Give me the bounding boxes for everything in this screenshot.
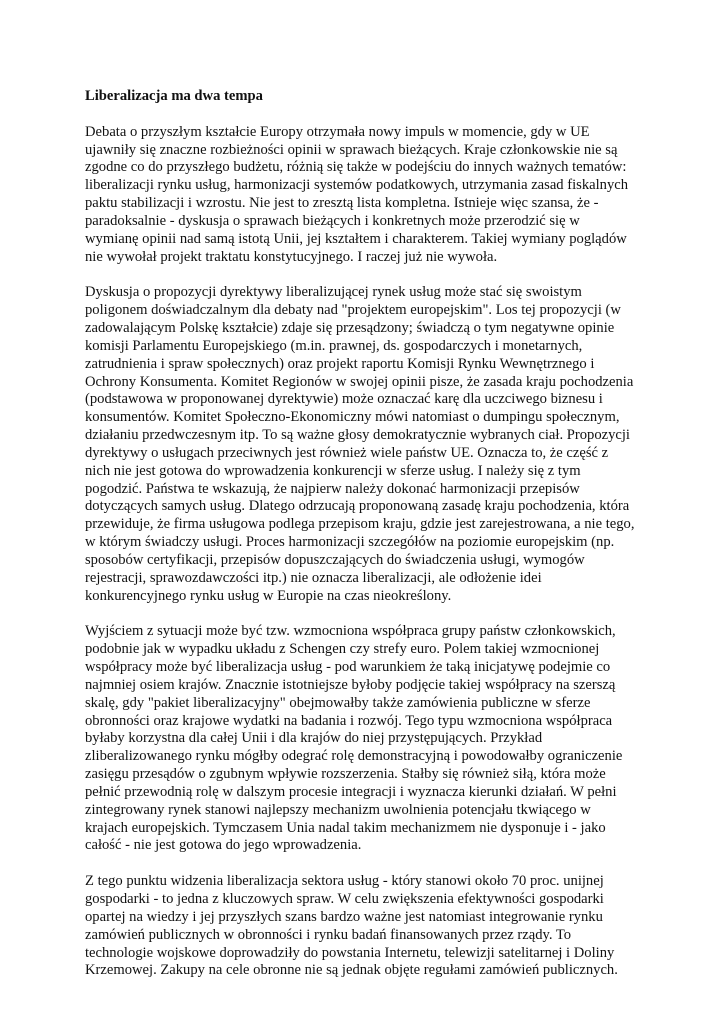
text-line: gospodarki - to jedna z kluczowych spraw. W celu zwiększenia efektywności gospodarki (85, 890, 604, 907)
document-title: Liberalizacja ma dwa tempa (85, 88, 263, 104)
text-line: współpracy może być liberalizacja usług - pod warunkiem że taką inicjatywę podejmie co (85, 659, 611, 675)
text-line: technologie wojskowe doprowadziły do powstania Internetu, telewizji satelitarnej i Doliny (85, 944, 615, 961)
text-line: pełnić przewodnią rolę w dalszym procesie integracji i wyznacza kierunki działań. W pełni (85, 783, 617, 800)
text-line: Dyskusja o propozycji dyrektywy liberalizującej rynek usług może stać się swoistym (85, 284, 582, 301)
text-line: krajach europejskich. Tymczasem Unia nadal takim mechanizmem nie dysponuje i - jako (85, 819, 606, 836)
text-line: (podstawowa w proponowanej dyrektywie) może oznaczać karę dla uczciwego biznesu i (85, 391, 603, 408)
text-line: Ochrony Konsumenta. Komitet Regionów w swojej opinii pisze, że zasada kraju pochodzenia (85, 373, 634, 390)
text-line: liberalizacji rynku usług, harmonizacji systemów podatkowych, utrzymania zasad fiskalnych (85, 177, 629, 194)
text-line: najmniej osiem krajów. Znacznie istotniejsze byłoby podjęcie takiej współpracy na szerszą (85, 676, 616, 693)
text-line: podobnie jak w wypadku układu z Schengen czy strefy euro. Polem takiej wzmocnionej (85, 641, 600, 658)
paragraph-1 (85, 124, 635, 267)
text-line: Krzemowej. Zakupy na cele obronne nie są jednak objęte regułami zamówień publicznych. (85, 962, 618, 979)
text-line: poligonem doświadczalnym dla debaty nad "projektem europejskim". Los tej propozycji (w (85, 302, 621, 319)
text-line: nich nie jest gotowa do wprowadzenia konkurencji w sferze usług. I należy się z tym (85, 462, 581, 479)
text-line: zgodne co do przyszłego budżetu, różnią się także w podejściu do innych ważnych tematów: (85, 159, 627, 176)
text-line: zatrudnienia i spraw społecznych) oraz projekt raportu Komisji Rynku Wewnętrznego i (85, 355, 595, 372)
text-line: dotyczących samych usług. Dlatego odrzucają proponowaną zasadę kraju pochodzenia, która (85, 498, 630, 515)
text-line: rejestracji, sprawozdawczości itp.) nie oznacza liberalizacji, ale odłożenie idei (85, 569, 542, 586)
text-line: konsumentów. Komitet Społeczno-Ekonomiczny mówi natomiast o dumpingu społecznym, (85, 409, 620, 426)
text-line: całość - nie jest gotowa do jego wprowadzenia. (85, 837, 362, 854)
text-line: pogodzić. Państwa te wskazują, że najpierw należy dokonać harmonizacji przepisów (85, 480, 580, 497)
text-line: zasięgu przesądów o zgubnym wpływie rozszerzenia. Stałby się również siłą, która może (85, 766, 606, 783)
text-line: paradoksalnie - dyskusja o sprawach bieżących i konkretnych może przerodzić się w (85, 212, 580, 229)
text-line: ujawniły się znaczne rozbieżności opinii w sprawach bieżących. Kraje członkowskie nie są (85, 141, 618, 158)
paragraph-4 (85, 873, 635, 980)
text-line: w którym świadczy usługi. Proces harmonizacji szczegółów na poziomie europejskim (np. (85, 534, 615, 551)
text-line: nie wywołał projekt traktatu konstytucyjnego. I raczej już nie wywoła. (85, 248, 498, 265)
text-line: wymianę opinii nad samą istotą Unii, jej kształtem i charakterem. Takiej wymiany poglądów (85, 230, 627, 247)
text-line: paktu stabilizacji i wzrostu. Nie jest to zresztą lista kompletna. Istnieje więc szansa, że - (85, 195, 599, 212)
text-line: dyrektywy o usługach przeciwnych jest również wiele państw UE. Oznacza to, że część z (85, 444, 609, 461)
text-line: opartej na wiedzy i jej przyszłych szans bardzo ważne jest natomiast integrowanie rynku (85, 908, 603, 925)
text-line: byłaby korzystna dla całej Unii i dla krajów do niej przystępujących. Przykład (85, 730, 543, 747)
document-page (85, 88, 635, 980)
text-line: działaniu przedwczesnym itp. To są ważne głosy demokratycznie wybranych ciał. Propozycji (85, 427, 630, 444)
paragraph-2 (85, 284, 635, 605)
text-line: zliberalizowanego rynku mógłby odegrać rolę demonstracyjną i powodowałby ograniczenie (85, 748, 623, 765)
text-line: zintegrowany rynek stanowi najlepszy mechanizm uwolnienia potencjału tkwiącego w (85, 801, 591, 818)
paragraph-3 (85, 623, 635, 855)
text-line: komisji Parlamentu Europejskiego (m.in. prawnej, ds. gospodarczych i monetarnych, (85, 337, 583, 354)
text-line: Wyjściem z sytuacji może być tzw. wzmocniona współpraca grupy państw członkowskich, (85, 623, 616, 640)
text-line: skalę, gdy "pakiet liberalizacyjny" obejmowałby także zamówienia publiczne w sferze (85, 694, 591, 711)
text-line: Z tego punktu widzenia liberalizacja sektora usług - który stanowi około 70 proc. unijnej (85, 873, 604, 890)
text-line: obronności oraz krajowe wydatki na badania i rozwój. Tego typu wzmocniona współpraca (85, 712, 613, 729)
text-line: konkurencyjnego rynku usług w Europie na czas nieokreślony. (85, 587, 452, 604)
text-line: zadowalającym Polskę kształcie) zdaje się przesądzony; świadczą o tym negatywne opinie (85, 319, 615, 336)
text-line: zamówień publicznych w obronności i rynku badań finansowanych przez rządy. To (85, 926, 572, 943)
text-line: sposobów certyfikacji, przepisów dopuszczających do świadczenia usługi, wymogów (85, 551, 585, 568)
text-line: przewiduje, że firma usługowa podlega przepisom kraju, gdzie jest zarejestrowana, a nie tego, (85, 516, 635, 533)
text-line: Debata o przyszłym kształcie Europy otrzymała nowy impuls w momencie, gdy w UE (85, 123, 590, 140)
